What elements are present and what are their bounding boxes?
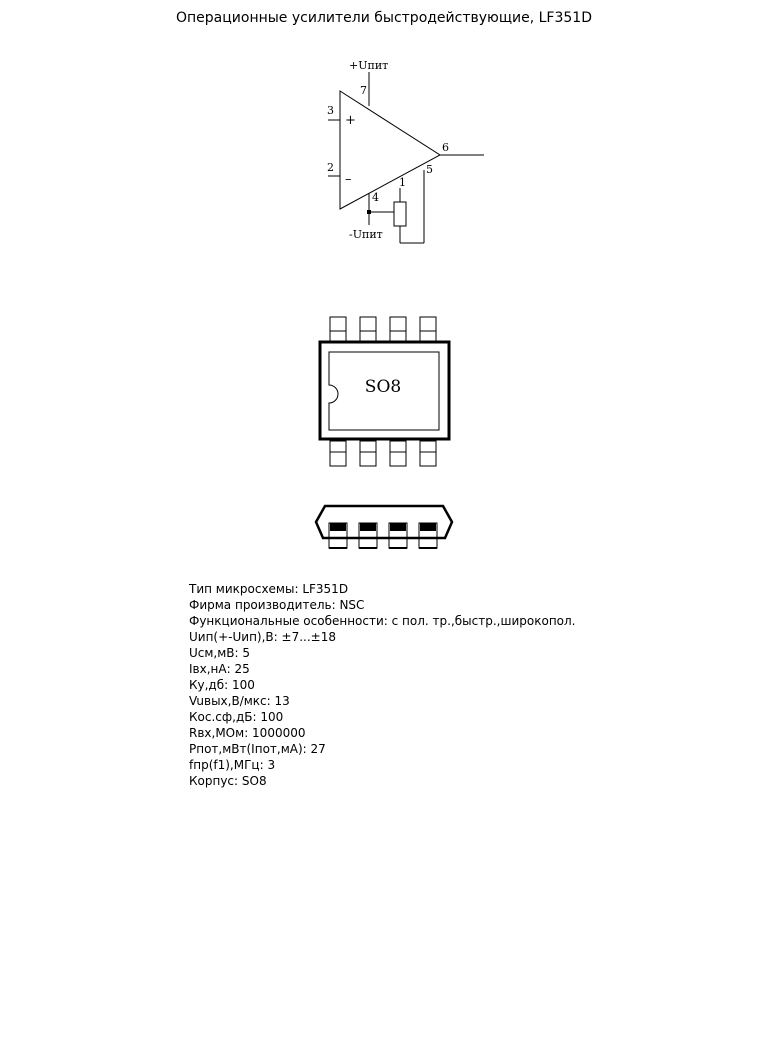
- pin-6-label: 6: [442, 141, 449, 154]
- spec-row-power: Pпот,мВт(Iпот,мА): 27: [189, 742, 326, 756]
- spec-value: 5: [242, 646, 251, 660]
- pin-5-label: 5: [426, 163, 433, 176]
- spec-label: Функциональные особенности: [189, 614, 384, 628]
- spec-label: fпр(f1),МГц: [189, 758, 260, 772]
- spec-value: 100: [260, 710, 284, 724]
- spec-row-cmrr: Кос.сф,дБ: 100: [189, 710, 284, 724]
- spec-value: LF351D: [302, 582, 349, 596]
- spec-value: 3: [267, 758, 276, 772]
- spec-value: ±7...±18: [281, 630, 336, 644]
- pin-1-label: 1: [399, 176, 406, 189]
- spec-value: 25: [234, 662, 250, 676]
- spec-row-input-resistance: Rвх,МОм: 1000000: [189, 726, 306, 740]
- spec-value: 1000000: [252, 726, 306, 740]
- spec-label: Iвх,нА: [189, 662, 227, 676]
- spec-row-package: Корпус: SO8: [189, 774, 267, 788]
- spec-label: Rвх,МОм: [189, 726, 245, 740]
- spec-value: SO8: [241, 774, 267, 788]
- spec-value: 100: [232, 678, 255, 692]
- spec-label: Кос.сф,дБ: [189, 710, 253, 724]
- spec-label: Uип(+-Uип),В: [189, 630, 274, 644]
- pin-4-label: 4: [372, 191, 379, 204]
- spec-row-slew-rate: Vuвых,В/мкс: 13: [189, 694, 290, 708]
- spec-label: Фирма производитель: [189, 598, 332, 612]
- spec-value: NSC: [339, 598, 365, 612]
- pin-7-label: 7: [360, 84, 367, 97]
- spec-label: Vuвых,В/мкс: [189, 694, 267, 708]
- package-label: SO8: [364, 377, 402, 397]
- spec-row-type: Тип микросхемы: LF351D: [189, 582, 349, 596]
- supply-negative-label: -Uпит: [349, 228, 383, 241]
- specs-list: [189, 581, 575, 789]
- spec-row-supply-voltage: Uип(+-Uип),В: ±7...±18: [189, 630, 336, 644]
- spec-label: Uсм,мВ: [189, 646, 235, 660]
- spec-row-bandwidth: fпр(f1),МГц: 3: [189, 758, 276, 772]
- spec-value: с пол. тр.,быстр.,широкопол.: [391, 614, 576, 628]
- spec-row-manufacturer: Фирма производитель: NSC: [189, 598, 365, 612]
- spec-row-input-current: Iвх,нА: 25: [189, 662, 250, 676]
- spec-label: Корпус: [189, 774, 235, 788]
- spec-label: Pпот,мВт(Iпот,мА): [189, 742, 303, 756]
- spec-row-gain: Ку,дб: 100: [189, 678, 255, 692]
- spec-label: Тип микросхемы: [189, 582, 295, 596]
- plus-sign: +: [345, 113, 356, 128]
- page-title: Операционные усилители быстродействующие, LF351D: [176, 10, 592, 26]
- spec-value: 13: [274, 694, 290, 708]
- spec-row-offset-voltage: Uсм,мВ: 5: [189, 646, 251, 660]
- minus-sign: –: [345, 172, 352, 187]
- supply-positive-label: +Uпит: [349, 59, 389, 72]
- pin-2-label: 2: [327, 161, 334, 174]
- spec-label: Ку,дб: [189, 678, 225, 692]
- pin-3-label: 3: [327, 104, 334, 117]
- spec-row-features: Функциональные особенности: с пол. тр.,быстр.,широкопол.: [189, 614, 576, 628]
- spec-value: 27: [310, 742, 326, 756]
